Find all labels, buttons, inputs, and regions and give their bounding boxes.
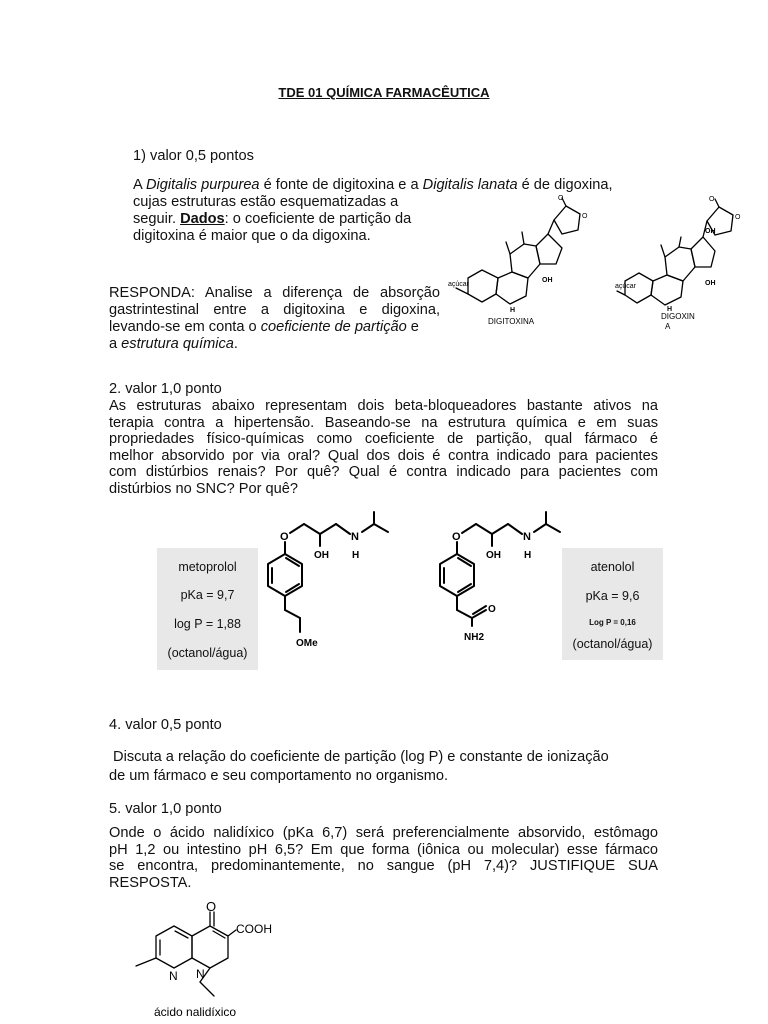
q1-respond-line2: gastrintestinal entre a digitoxina e digoxina, [109, 302, 440, 318]
atenolol-logp: Log P = 0,16 [589, 618, 636, 627]
metoprolol-logp: log P = 1,88 [174, 617, 241, 631]
q1-paragraph-line4: digitoxina é maior que o da digoxina. [133, 228, 371, 244]
q2-line: terapia contra a hipertensão. Baseando-se na estrutura química e em suas [109, 414, 658, 431]
q4-heading: 4. valor 0,5 ponto [109, 717, 222, 733]
q1-partition-term: coeficiente de partição [260, 319, 407, 335]
atenolol-structure [430, 506, 570, 658]
digoxin-h-label: H [667, 306, 673, 313]
nalidixic-acid-label: ácido nalidíxico [154, 1005, 237, 1019]
q1-paragraph-line3 [133, 211, 441, 228]
metoprolol-o-label: O [280, 531, 289, 543]
digoxin-oh-label-top: OH [705, 228, 716, 235]
q4-line2: de um fármaco e seu comportamento no organismo. [109, 768, 449, 784]
q5-heading: 5. valor 1,0 ponto [109, 801, 222, 817]
atenolol-oh-label: OH [486, 550, 501, 561]
metoprolol-info-box [157, 548, 258, 670]
nalidixic-o-label: O [206, 900, 217, 914]
document-title: TDE 01 QUÍMICA FARMACÊUTICA [278, 85, 490, 100]
metoprolol-structure [258, 506, 398, 658]
digoxin-name-label-2: A [665, 322, 671, 331]
q2-line: propriedades físico-químicas como coeficiente de partição, qual fármaco é [109, 431, 658, 447]
atenolol-o-carbonyl-label: O [488, 604, 496, 615]
digitoxin-o-label-2: O [582, 213, 588, 220]
metoprolol-oh-label: OH [314, 550, 329, 561]
q1-structure-term: estrutura química [121, 336, 234, 352]
q2-line: As estruturas abaixo representam dois beta-bloqueadores bastante ativos na [109, 398, 658, 414]
metoprolol-pka: pKa = 9,7 [180, 588, 235, 602]
q5-paragraph [109, 825, 658, 891]
digoxin-o-label: O [709, 196, 715, 203]
atenolol-o-label: O [452, 531, 461, 543]
q1-text: é fonte de digitoxina e a [259, 177, 423, 193]
q1-text: . [233, 336, 238, 352]
q1-respond-line3 [109, 319, 440, 336]
nalidixic-cooh-label: COOH [236, 922, 272, 936]
metoprolol-ome-label: OMe [296, 638, 318, 649]
nalidixic-n-label-2: N [196, 967, 205, 981]
q4-line1: Discuta a relação do coeficiente de partição (log P) e constante de ionização [109, 749, 609, 765]
q1-text: a [109, 336, 122, 352]
digitoxin-sugar-label: açúcar [448, 281, 470, 288]
q5-line: pH 1,2 ou intestino pH 6,5? Em que forma (iônica ou molecular) esse fármaco [109, 841, 658, 858]
q1-text: seguir. [133, 211, 181, 227]
atenolol-nh2-label: NH2 [464, 632, 485, 643]
digoxin-structure [615, 193, 745, 343]
digitoxin-o-label: O [558, 195, 564, 202]
q1-paragraph-line2: cujas estruturas estão esquematizadas a [133, 194, 399, 210]
digitoxin-oh-label: OH [542, 277, 553, 284]
q1-text: levando-se em conta o [109, 319, 261, 335]
q1-dados-label: Dados [180, 211, 225, 227]
metoprolol-n-label: N [351, 531, 359, 543]
digoxin-oh-label: OH [705, 280, 716, 287]
atenolol-name: atenolol [590, 560, 635, 574]
q1-species-lanata: Digitalis lanata [422, 177, 518, 193]
q1-text: : o coeficiente de partição da [224, 211, 412, 227]
digitoxin-h-label: H [510, 307, 516, 314]
atenolol-solvent: (octanol/água) [572, 637, 653, 651]
digitoxin-name-label: DIGITOXINA [488, 317, 535, 326]
q5-line: Onde o ácido nalidíxico (pKa 6,7) será preferencialmente absorvido, estômago [109, 825, 658, 841]
nalidixic-n-label-1: N [169, 969, 178, 983]
q1-text: e [406, 319, 419, 335]
atenolol-pka: pKa = 9,6 [585, 589, 640, 603]
digoxin-o-label-2: O [735, 214, 741, 221]
q2-line: melhor absorvido por via oral? Qual dos dois é contra indicado para pacientes [109, 447, 658, 464]
metoprolol-name: metoprolol [178, 560, 237, 574]
q2-line: com distúrbios renais? Por quê? Qual é contra indicado para pacientes com [109, 464, 658, 480]
q5-line: RESPOSTA. [109, 874, 192, 891]
atenolol-h-label: H [524, 550, 532, 561]
atenolol-info-box [562, 548, 663, 660]
metoprolol-h-label: H [352, 550, 360, 561]
q1-respond-line1: RESPONDA: Analise a diferença de absorção [109, 285, 440, 301]
q5-line: se encontra, predominantemente, no sangue (pH 7,4)? JUSTIFIQUE SUA [109, 858, 658, 874]
digitoxin-structure [448, 188, 608, 338]
q1-heading: 1) valor 0,5 pontos [133, 148, 254, 164]
q1-respond-line4 [109, 336, 238, 353]
q2-line: distúrbios no SNC? Por quê? [109, 480, 299, 497]
q2-paragraph [109, 398, 658, 497]
q1-species-purpurea: Digitalis purpurea [145, 177, 260, 193]
digoxin-name-label: DIGOXIN [661, 312, 695, 321]
nalidixic-acid-structure [118, 900, 298, 1024]
digoxin-sugar-label: açúcar [615, 283, 637, 290]
atenolol-n-label: N [523, 531, 531, 543]
q1-text: é de digoxina, [517, 177, 613, 193]
q1-text: A [133, 177, 146, 193]
q2-heading: 2. valor 1,0 ponto [109, 381, 222, 397]
metoprolol-solvent: (octanol/água) [167, 646, 248, 660]
